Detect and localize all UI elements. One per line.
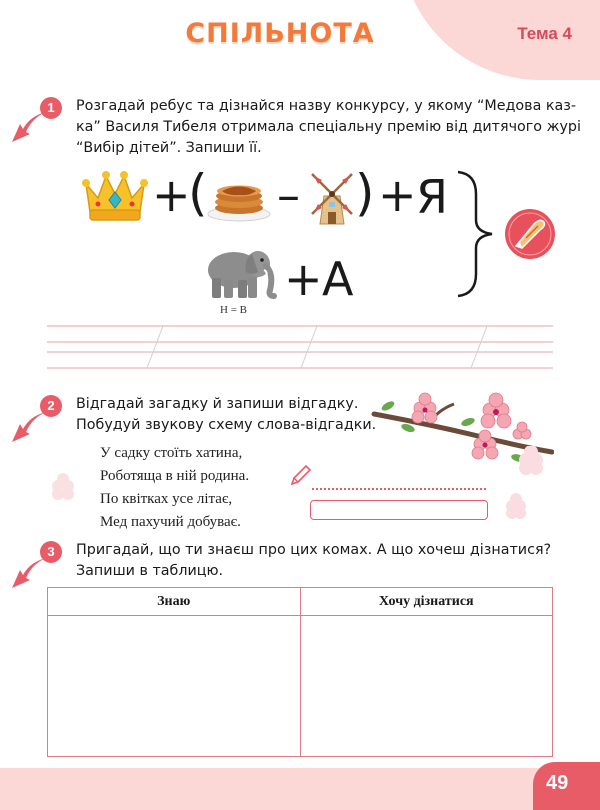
rebus-hint: Н = В (220, 304, 247, 316)
poem-line: Мед пахучий добуває. (100, 514, 241, 530)
page-number: 49 (546, 772, 569, 794)
task-3-text: Пригадай, що ти знаєш про цих комах. А що хочеш дізнатися? Запиши в таблицю. (76, 542, 552, 579)
rebus-close-paren: ) (355, 164, 375, 222)
task-number: 3 (40, 541, 62, 563)
windmill-icon (306, 168, 358, 226)
elephant-icon (204, 244, 280, 300)
page-title: СПІЛЬНОТА (185, 18, 375, 49)
rebus-open-paren: ( (188, 164, 208, 222)
rebus-plus: + (284, 252, 323, 306)
theme-label: Тема 4 (517, 24, 572, 43)
task-2-text: Відгадай загадку й запиши відгадку. Побудуй звукову схему слова-відгадки. (76, 396, 377, 433)
riddle-poem (100, 442, 249, 534)
poem-line: У садку стоїть хатина, (100, 445, 243, 461)
task-number: 1 (40, 97, 62, 119)
task-1-text: Розгадай ребус та дізнайся назву конкурсу, у якому “Медова каз- ка” Василя Тибеля отримала спеціальну премію від дитячого журі “Вибір дітей”. Запиши її. (76, 98, 581, 156)
poem-line: По квітках усе літає, (100, 491, 233, 507)
poem-line: Роботяща в ній родина. (100, 468, 250, 484)
crown-icon (80, 168, 150, 224)
rebus-plus: + (378, 168, 417, 222)
arrow-icon (6, 556, 48, 590)
table-header-want: Хочу дізнатися (300, 588, 553, 616)
rebus-plus: + (152, 168, 191, 222)
task-number: 2 (40, 395, 62, 417)
flower-decor (492, 446, 548, 536)
rebus-minus: – (277, 168, 300, 222)
answer-dotted-line[interactable] (312, 476, 486, 490)
flower-decor (44, 472, 84, 512)
pancakes-icon (206, 180, 272, 224)
curly-brace-icon (452, 168, 498, 300)
rebus-letter-ya: Я (416, 170, 448, 224)
pencil-icon (288, 462, 314, 488)
sound-scheme-box[interactable] (310, 500, 488, 520)
rebus-letter-a: А (322, 252, 354, 306)
table-cell-know[interactable] (48, 616, 301, 757)
kw-table (47, 587, 553, 757)
pen-badge-icon (504, 208, 556, 260)
footer-band (0, 768, 600, 810)
table-cell-want[interactable] (300, 616, 553, 757)
arrow-icon (6, 410, 48, 444)
table-header-know: Знаю (48, 588, 301, 616)
writing-lines[interactable] (47, 322, 553, 372)
